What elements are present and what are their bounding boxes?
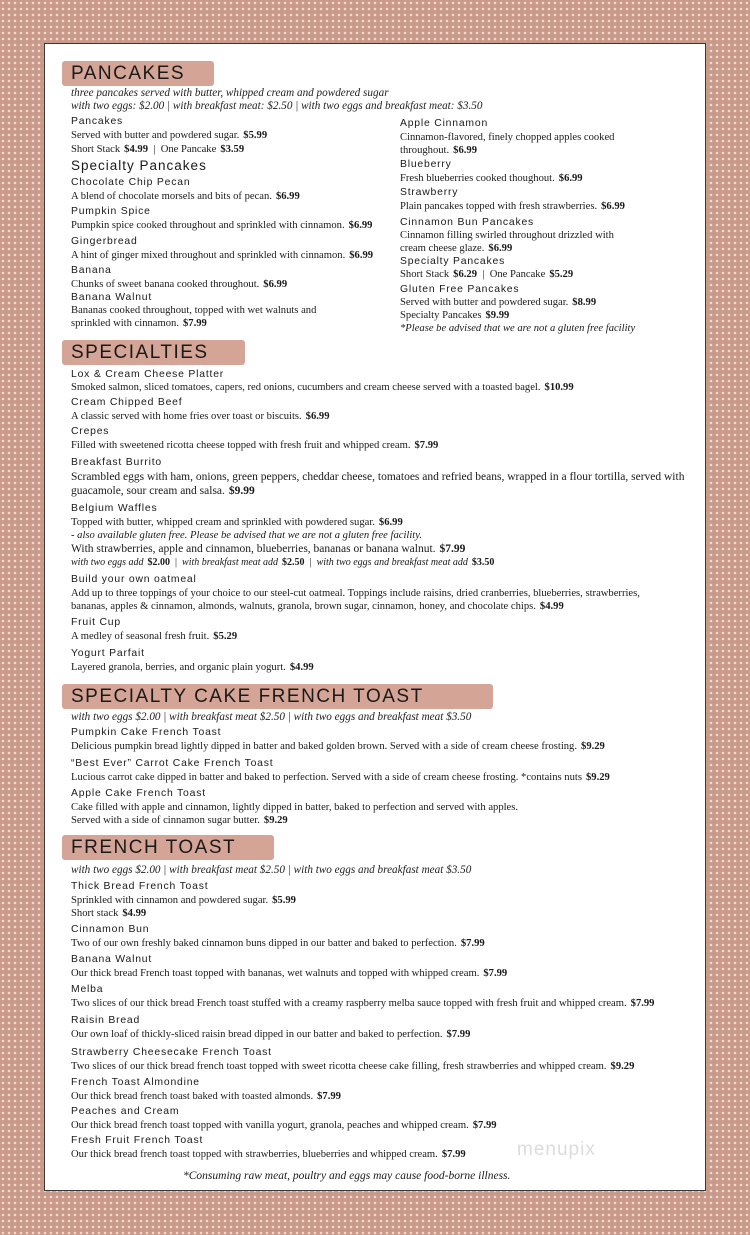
item-gluten-free-specialty: Specialty Pancakes $9.99 (400, 310, 510, 321)
menu-card (44, 43, 706, 1191)
item-pumpkin-cake-name: Pumpkin Cake French Toast (71, 727, 222, 738)
footer-disclaimer: *Consuming raw meat, poultry and eggs may cause food-borne illness. (183, 1170, 511, 1182)
item-waffles-desc: Topped with butter, whipped cream and sprinkled with powdered sugar. $6.99 (71, 517, 403, 528)
item-apple-name: Apple Cinnamon (400, 118, 489, 129)
item-fresh-fruit-name: Fresh Fruit French Toast (71, 1135, 204, 1146)
item-apple-desc2: throughout. $6.99 (400, 145, 477, 156)
item-gluten-free-name: Gluten Free Pancakes (400, 284, 520, 295)
item-ft-banana-walnut-desc: Our thick bread French toast topped with bananas, wet walnuts and topped with whipped cream. $7.99 (71, 968, 508, 979)
item-banana-walnut-desc2: sprinkled with cinnamon. $7.99 (71, 318, 207, 329)
item-thick-bread-short: Short stack $4.99 (71, 908, 147, 919)
item-cinnamon-bun-pancakes-desc1: Cinnamon filling swirled throughout drizzled with (400, 230, 614, 241)
pancakes-addons: with two eggs: $2.00 | with breakfast meat: $2.50 | with two eggs and breakfast meat: $3.50 (71, 100, 483, 112)
item-strawberry-name: Strawberry (400, 187, 459, 198)
item-blueberry-name: Blueberry (400, 159, 452, 170)
item-cinnamon-bun-pancakes-desc2: cream cheese glaze. $6.99 (400, 243, 513, 254)
item-choc-name: Chocolate Chip Pecan (71, 177, 191, 188)
item-banana-desc: Chunks of sweet banana cooked throughout. $6.99 (71, 279, 288, 290)
item-apple-cake-desc1: Cake filled with apple and cinnamon, lightly dipped in batter, baked to perfection and served with apples. (71, 802, 519, 813)
item-apple-cake-desc2: Served with a side of cinnamon sugar butter. $9.29 (71, 815, 288, 826)
french-toast-addons: with two eggs $2.00 | with breakfast meat $2.50 | with two eggs and breakfast meat $3.50 (71, 864, 472, 876)
item-oatmeal-name: Build your own oatmeal (71, 574, 197, 585)
item-choc-desc: A blend of chocolate morsels and bits of pecan. $6.99 (71, 191, 300, 202)
item-chipped-beef-desc: A classic served with home fries over toast or biscuits. $6.99 (71, 411, 330, 422)
item-waffles-gf-note: - also available gluten free. Please be advised that we are not a gluten free facility. (71, 530, 422, 541)
item-cinnamon-bun-pancakes-name: Cinnamon Bun Pancakes (400, 217, 535, 228)
item-banana-walnut-desc1: Bananas cooked throughout, topped with wet walnuts and (71, 305, 317, 316)
item-ginger-desc: A hint of ginger mixed throughout and sprinkled with cinnamon. $6.99 (71, 250, 374, 261)
item-cheesecake-desc: Two slices of our thick bread french toast topped with sweet ricotta cheese cake filling, fresh strawberries and whipped cream. $9.29 (71, 1061, 635, 1072)
item-cheesecake-name: Strawberry Cheesecake French Toast (71, 1047, 272, 1058)
item-thick-bread-desc: Sprinkled with cinnamon and powdered sugar. $5.99 (71, 895, 296, 906)
item-blueberry-desc: Fresh blueberries cooked thoughout. $6.99 (400, 173, 583, 184)
item-pumpkin-cake-desc: Delicious pumpkin bread lightly dipped in batter and baked golden brown. Served with a side of cream cheese frosting. $9.29 (71, 741, 605, 752)
item-crepes-name: Crepes (71, 426, 110, 437)
item-melba-desc: Two slices of our thick bread French toast stuffed with a creamy raspberry melba sauce topped with fresh fruit and whipped cream. $7.99 (71, 998, 655, 1009)
pancakes-subtitle: three pancakes served with butter, whipped cream and powdered sugar (71, 87, 389, 99)
item-gluten-free-note: *Please be advised that we are not a gluten free facility (400, 323, 636, 334)
item-raisin-name: Raisin Bread (71, 1015, 141, 1026)
item-parfait-name: Yogurt Parfait (71, 648, 145, 659)
item-parfait-desc: Layered granola, berries, and organic plain yogurt. $4.99 (71, 662, 314, 673)
item-chipped-beef-name: Cream Chipped Beef (71, 397, 183, 408)
pancakes-banner: PANCAKES (62, 61, 214, 86)
item-peaches-name: Peaches and Cream (71, 1106, 180, 1117)
item-burrito-name: Breakfast Burrito (71, 457, 162, 468)
item-pancakes-name: Pancakes (71, 116, 124, 127)
item-pumpkin-name: Pumpkin Spice (71, 206, 151, 217)
item-gluten-free-desc: Served with butter and powdered sugar. $8.99 (400, 297, 597, 308)
item-carrot-cake-desc: Lucious carrot cake dipped in batter and baked to perfection. Served with a side of cream cheese frosting. *contains nuts $9.29 (71, 772, 610, 783)
item-crepes-desc: Filled with sweetened ricotta cheese topped with fresh fruit and whipped cream. $7.99 (71, 440, 439, 451)
item-banana-walnut-name: Banana Walnut (71, 292, 153, 303)
cake-french-toast-banner: SPECIALTY CAKE FRENCH TOAST (62, 684, 493, 709)
item-ginger-name: Gingerbread (71, 236, 138, 247)
menupix-watermark: menupix (517, 1139, 596, 1160)
item-ft-cinnamon-bun-desc: Two of our own freshly baked cinnamon buns dipped in our batter and baked to perfection. $7.99 (71, 938, 485, 949)
item-peaches-desc: Our thick bread french toast topped with vanilla yogurt, granola, peaches and whipped cream. $7.99 (71, 1120, 497, 1131)
item-almondine-name: French Toast Almondine (71, 1077, 200, 1088)
item-burrito-desc1: Scrambled eggs with ham, onions, green peppers, cheddar cheese, tomatoes and refried beans, wrapped in a flour tortilla, served with (71, 471, 685, 483)
french-toast-banner: FRENCH TOAST (62, 835, 274, 860)
item-burrito-desc2: guacamole, sour cream and salsa. $9.99 (71, 485, 255, 497)
item-waffles-name: Belgium Waffles (71, 503, 158, 514)
item-fruit-cup-desc: A medley of seasonal fresh fruit. $5.29 (71, 631, 238, 642)
item-specialty-pancakes-name: Specialty Pancakes (400, 256, 506, 267)
item-banana-name: Banana (71, 265, 112, 276)
item-fruit-cup-name: Fruit Cup (71, 617, 121, 628)
item-waffles-with: With strawberries, apple and cinnamon, blueberries, bananas or banana walnut. $7.99 (71, 543, 466, 555)
item-apple-cake-name: Apple Cake French Toast (71, 788, 206, 799)
item-apple-desc1: Cinnamon-flavored, finely chopped apples cooked (400, 132, 615, 143)
item-waffles-addons: with two eggs add $2.00 | with breakfast meat add $2.50 | with two eggs and breakfast meat add $3.50 (71, 557, 495, 568)
item-oatmeal-desc1: Add up to three toppings of your choice to our steel-cut oatmeal. Toppings include raisins, dried cranberries, blueberries, strawberries, (71, 588, 640, 599)
item-thick-bread-name: Thick Bread French Toast (71, 881, 209, 892)
cake-addons: with two eggs $2.00 | with breakfast meat $2.50 | with two eggs and breakfast meat $3.50 (71, 711, 472, 723)
item-oatmeal-desc2: bananas, apples & cinnamon, almonds, walnuts, granola, brown sugar, cinnamon, honey, and chocolate chips. $4.99 (71, 601, 564, 612)
specialty-pancakes-heading: Specialty Pancakes (71, 158, 207, 173)
item-strawberry-desc: Plain pancakes topped with fresh strawberries. $6.99 (400, 201, 625, 212)
item-carrot-cake-name: “Best Ever” Carrot Cake French Toast (71, 758, 274, 769)
item-pumpkin-desc: Pumpkin spice cooked throughout and sprinkled with cinnamon. $6.99 (71, 220, 373, 231)
item-almondine-desc: Our thick bread french toast baked with toasted almonds. $7.99 (71, 1091, 341, 1102)
item-lox-name: Lox & Cream Cheese Platter (71, 369, 225, 380)
specialties-banner: SPECIALTIES (62, 340, 245, 365)
item-ft-cinnamon-bun-name: Cinnamon Bun (71, 924, 150, 935)
item-melba-name: Melba (71, 984, 104, 995)
item-fresh-fruit-desc: Our thick bread french toast topped with strawberries, blueberries and whipped cream. $7.99 (71, 1149, 466, 1160)
item-pancakes-sizes: Short Stack $4.99 | One Pancake $3.59 (71, 144, 245, 155)
item-raisin-desc: Our own loaf of thickly-sliced raisin bread dipped in our batter and baked to perfection. $7.99 (71, 1029, 471, 1040)
item-specialty-pancakes-sizes: Short Stack $6.29 | One Pancake $5.29 (400, 269, 574, 280)
item-ft-banana-walnut-name: Banana Walnut (71, 954, 153, 965)
item-lox-desc: Smoked salmon, sliced tomatoes, capers, red onions, cucumbers and cream cheese served with a toasted bagel. $10.99 (71, 382, 574, 393)
item-pancakes-desc: Served with butter and powdered sugar. $5.99 (71, 130, 268, 141)
